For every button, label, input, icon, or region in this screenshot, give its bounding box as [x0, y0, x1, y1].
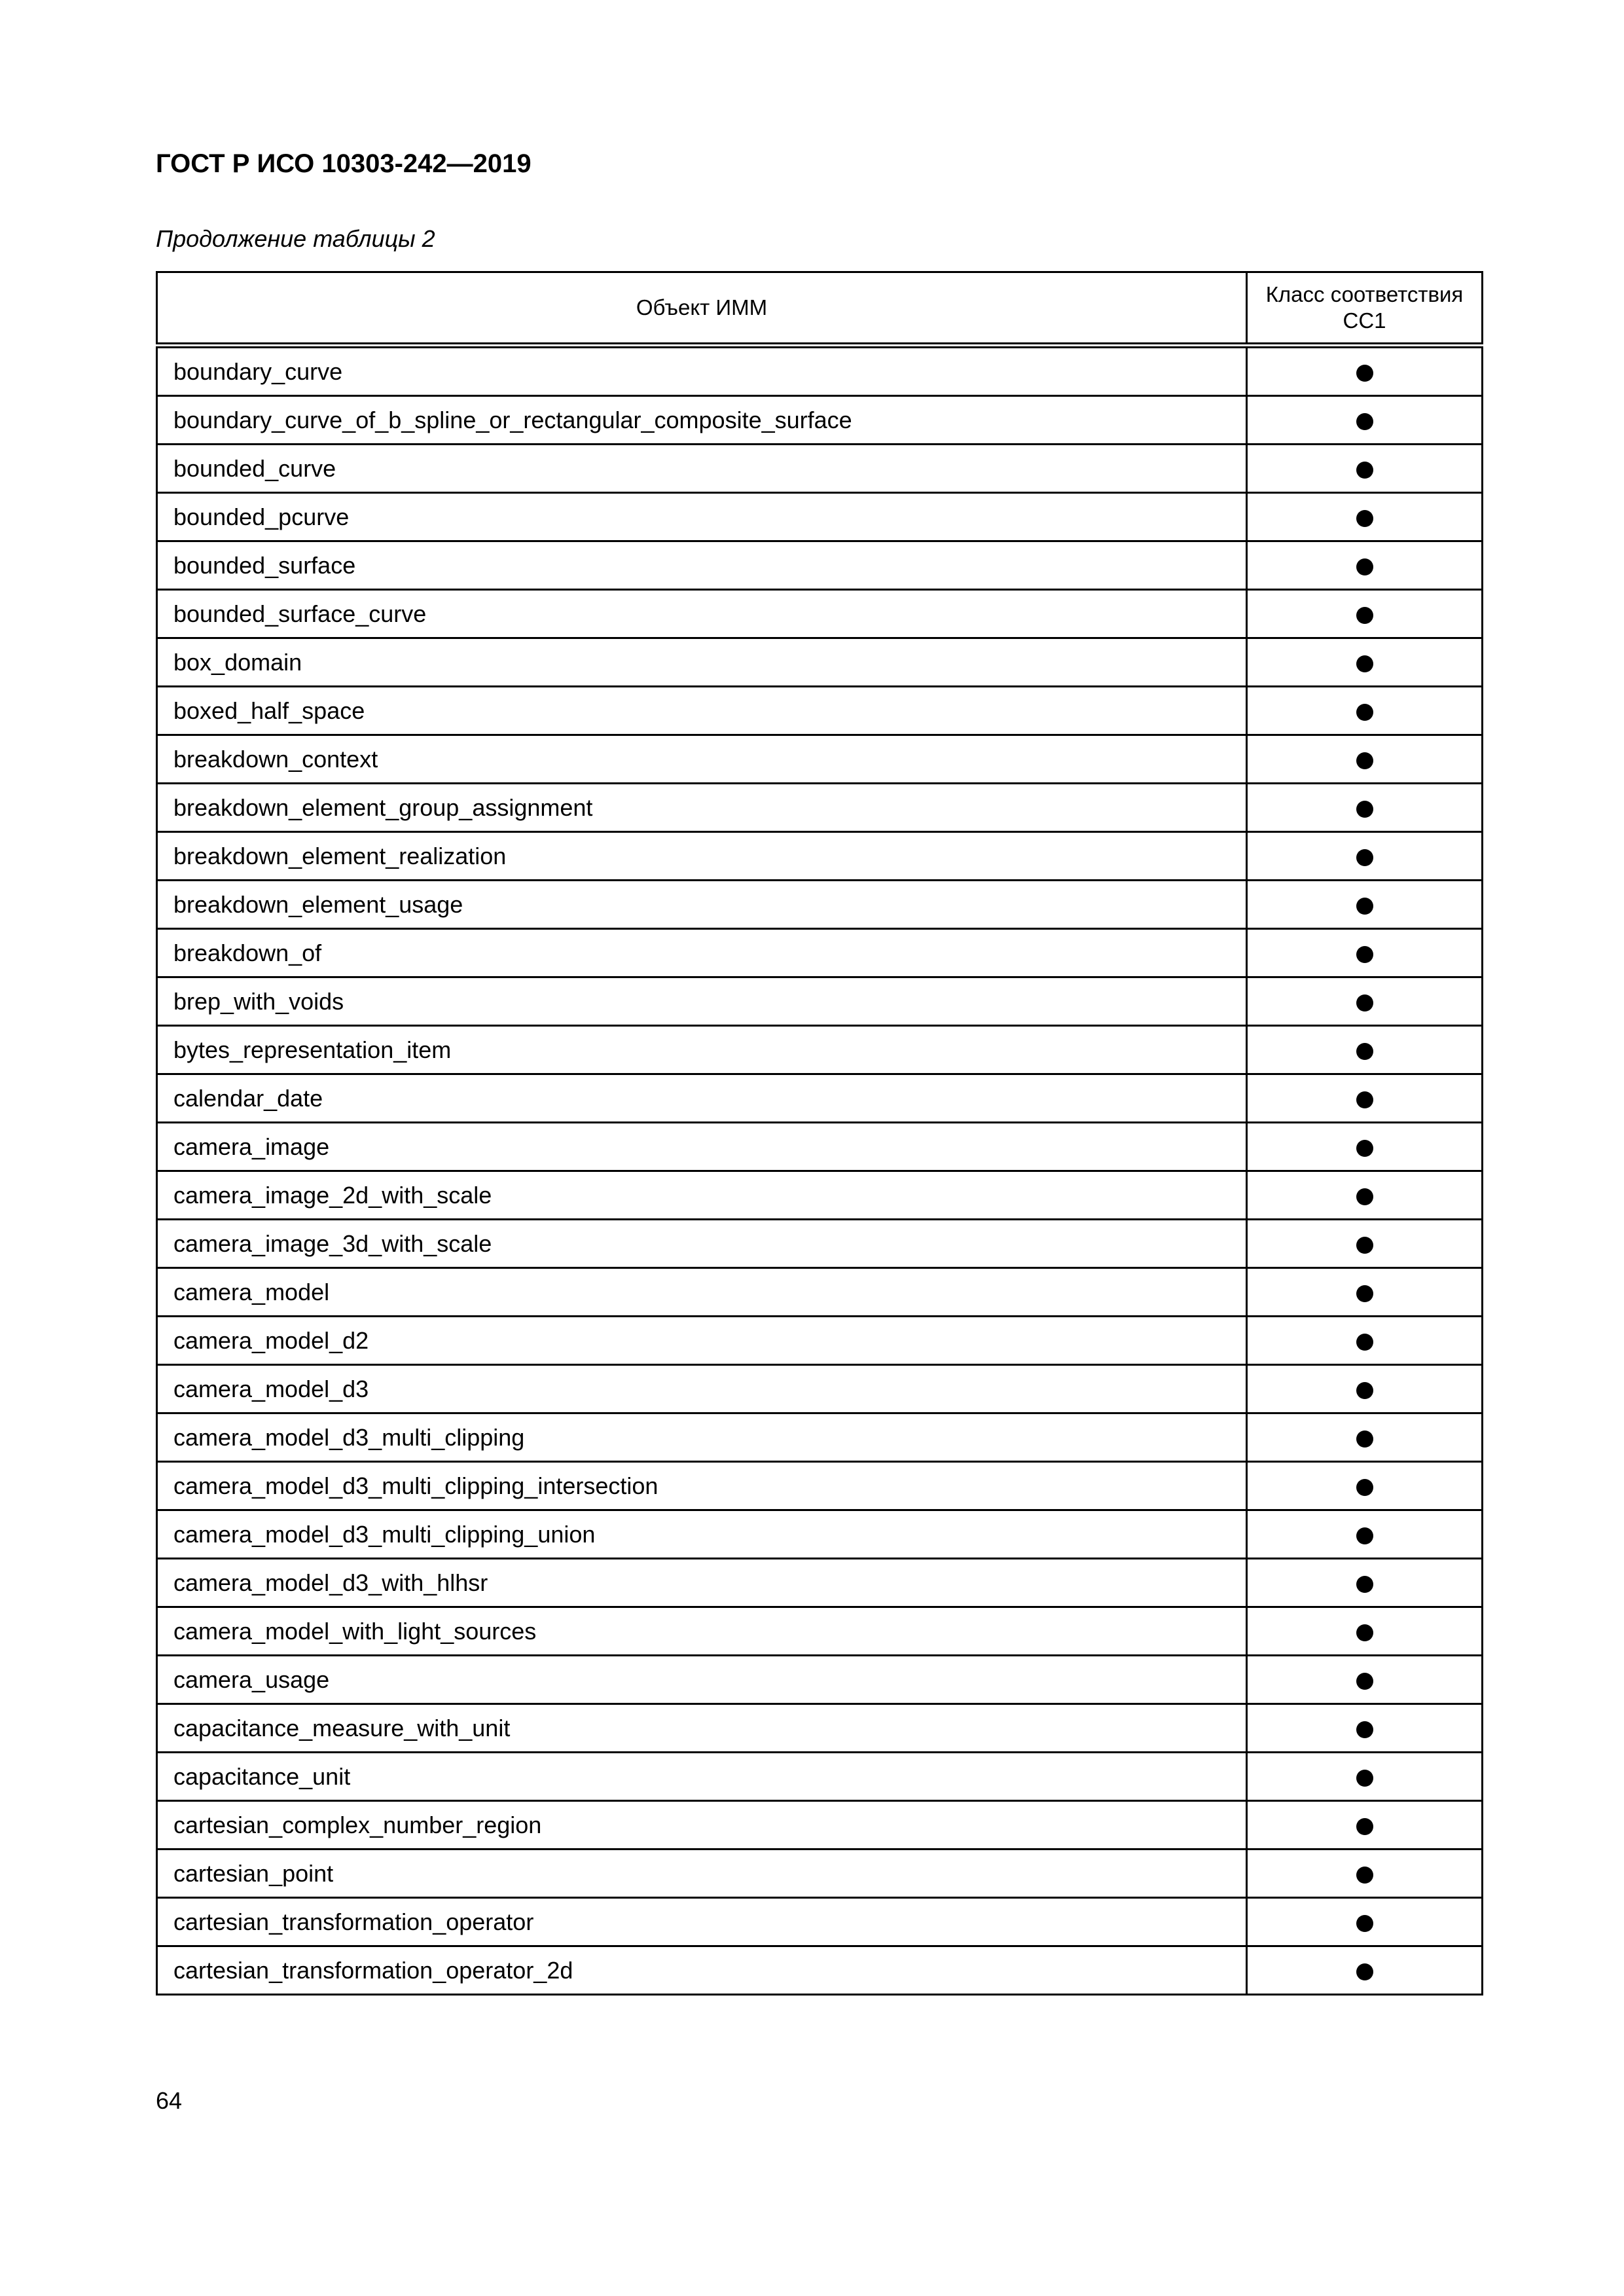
object-name-cell: cartesian_point [157, 1850, 1247, 1898]
cc1-cell [1247, 638, 1483, 687]
table-row [157, 1317, 1483, 1365]
cc1-cell [1247, 977, 1483, 1026]
object-name-cell: camera_usage [157, 1656, 1247, 1704]
table-row [157, 1753, 1483, 1801]
cc1-cell [1247, 687, 1483, 735]
filled-circle-icon [1356, 413, 1373, 430]
filled-circle-icon [1356, 946, 1373, 963]
filled-circle-icon [1356, 1382, 1373, 1399]
table-header-row [157, 272, 1483, 346]
object-name-cell: brep_with_voids [157, 977, 1247, 1026]
table-row [157, 1171, 1483, 1220]
object-name-cell: breakdown_element_realization [157, 832, 1247, 881]
filled-circle-icon [1356, 1770, 1373, 1787]
cc1-cell [1247, 1704, 1483, 1753]
table-row [157, 1850, 1483, 1898]
cc1-cell [1247, 735, 1483, 784]
table-row [157, 687, 1483, 735]
cc1-cell [1247, 1946, 1483, 1995]
table-row [157, 1898, 1483, 1946]
object-name-cell: cartesian_transformation_operator_2d [157, 1946, 1247, 1995]
table-row [157, 1220, 1483, 1268]
cc1-cell [1247, 784, 1483, 832]
table-row [157, 1413, 1483, 1462]
object-name-cell: bounded_pcurve [157, 493, 1247, 541]
filled-circle-icon [1356, 365, 1373, 382]
object-name-cell: camera_model_d3_with_hlhsr [157, 1559, 1247, 1607]
filled-circle-icon [1356, 849, 1373, 866]
cc1-cell [1247, 1365, 1483, 1413]
cc1-cell [1247, 832, 1483, 881]
table-row [157, 1123, 1483, 1171]
filled-circle-icon [1356, 1285, 1373, 1302]
table-row [157, 1510, 1483, 1559]
object-name-cell: boundary_curve_of_b_spline_or_rectangular_composite_surface [157, 396, 1247, 445]
filled-circle-icon [1356, 510, 1373, 527]
table-row [157, 541, 1483, 590]
table-body [157, 346, 1483, 1995]
filled-circle-icon [1356, 1091, 1373, 1108]
column-header-conformance [1247, 272, 1483, 346]
table-row [157, 881, 1483, 929]
table-row [157, 1946, 1483, 1995]
object-name-cell: calendar_date [157, 1074, 1247, 1123]
table-row [157, 977, 1483, 1026]
filled-circle-icon [1356, 801, 1373, 818]
filled-circle-icon [1356, 1721, 1373, 1738]
table-row [157, 1607, 1483, 1656]
filled-circle-icon [1356, 1043, 1373, 1060]
filled-circle-icon [1356, 1818, 1373, 1835]
table-row [157, 1656, 1483, 1704]
object-name-cell: camera_model_d2 [157, 1317, 1247, 1365]
cc1-cell [1247, 1462, 1483, 1510]
table-row [157, 784, 1483, 832]
cc1-cell [1247, 1850, 1483, 1898]
cc1-cell [1247, 1171, 1483, 1220]
table-row [157, 1365, 1483, 1413]
table-row [157, 396, 1483, 445]
object-name-cell: camera_model_with_light_sources [157, 1607, 1247, 1656]
filled-circle-icon [1356, 607, 1373, 624]
cc1-cell [1247, 590, 1483, 638]
cc1-cell [1247, 1801, 1483, 1850]
cc1-cell [1247, 445, 1483, 493]
filled-circle-icon [1356, 1140, 1373, 1157]
table-row [157, 1704, 1483, 1753]
object-name-cell: capacitance_measure_with_unit [157, 1704, 1247, 1753]
cc1-cell [1247, 396, 1483, 445]
filled-circle-icon [1356, 1527, 1373, 1544]
cc1-cell [1247, 1559, 1483, 1607]
cc1-cell [1247, 346, 1483, 396]
filled-circle-icon [1356, 1915, 1373, 1932]
object-name-cell: cartesian_complex_number_region [157, 1801, 1247, 1850]
object-name-cell: camera_model_d3_multi_clipping [157, 1413, 1247, 1462]
filled-circle-icon [1356, 994, 1373, 1011]
object-name-cell: bounded_curve [157, 445, 1247, 493]
filled-circle-icon [1356, 1867, 1373, 1884]
conformance-table [156, 271, 1483, 1995]
filled-circle-icon [1356, 704, 1373, 721]
cc1-cell [1247, 1510, 1483, 1559]
filled-circle-icon [1356, 752, 1373, 769]
filled-circle-icon [1356, 558, 1373, 575]
cc1-cell [1247, 1753, 1483, 1801]
table-caption: Продолжение таблицы 2 [156, 225, 435, 252]
table-row [157, 1559, 1483, 1607]
table-row [157, 1268, 1483, 1317]
filled-circle-icon [1356, 1430, 1373, 1448]
filled-circle-icon [1356, 655, 1373, 672]
filled-circle-icon [1356, 1334, 1373, 1351]
conformance-table-container [156, 271, 1481, 1995]
object-name-cell: boxed_half_space [157, 687, 1247, 735]
object-name-cell: box_domain [157, 638, 1247, 687]
table-header [157, 272, 1483, 346]
table-row [157, 735, 1483, 784]
table-row [157, 1026, 1483, 1074]
document-header: ГОСТ Р ИСО 10303-242—2019 [156, 149, 532, 178]
cc1-cell [1247, 881, 1483, 929]
object-name-cell: breakdown_context [157, 735, 1247, 784]
object-name-cell: camera_model_d3_multi_clipping_intersection [157, 1462, 1247, 1510]
object-name-cell: breakdown_of [157, 929, 1247, 977]
cc1-cell [1247, 1317, 1483, 1365]
column-header-object [157, 272, 1247, 346]
object-name-cell: bounded_surface_curve [157, 590, 1247, 638]
object-name-cell: camera_model [157, 1268, 1247, 1317]
object-name-cell: camera_image_3d_with_scale [157, 1220, 1247, 1268]
table-row [157, 832, 1483, 881]
filled-circle-icon [1356, 1237, 1373, 1254]
filled-circle-icon [1356, 1188, 1373, 1205]
table-row [157, 590, 1483, 638]
table-row [157, 346, 1483, 396]
object-name-cell: camera_image [157, 1123, 1247, 1171]
filled-circle-icon [1356, 1479, 1373, 1496]
object-name-cell: breakdown_element_usage [157, 881, 1247, 929]
object-name-cell: camera_model_d3_multi_clipping_union [157, 1510, 1247, 1559]
column-header-object-label: Объект ИММ [636, 295, 768, 319]
filled-circle-icon [1356, 898, 1373, 915]
cc1-cell [1247, 1268, 1483, 1317]
object-name-cell: boundary_curve [157, 346, 1247, 396]
filled-circle-icon [1356, 1576, 1373, 1593]
cc1-cell [1247, 493, 1483, 541]
object-name-cell: camera_model_d3 [157, 1365, 1247, 1413]
cc1-cell [1247, 1220, 1483, 1268]
page-number: 64 [156, 2087, 183, 2114]
table-row [157, 1801, 1483, 1850]
cc1-cell [1247, 1026, 1483, 1074]
filled-circle-icon [1356, 1624, 1373, 1641]
cc1-cell [1247, 1898, 1483, 1946]
object-name-cell: bounded_surface [157, 541, 1247, 590]
object-name-cell: breakdown_element_group_assignment [157, 784, 1247, 832]
table-row [157, 929, 1483, 977]
table-row [157, 1074, 1483, 1123]
cc1-cell [1247, 1607, 1483, 1656]
cc1-cell [1247, 1123, 1483, 1171]
filled-circle-icon [1356, 1673, 1373, 1690]
object-name-cell: camera_image_2d_with_scale [157, 1171, 1247, 1220]
object-name-cell: bytes_representation_item [157, 1026, 1247, 1074]
column-header-conformance-class: CC1 [1343, 308, 1386, 333]
table-row [157, 493, 1483, 541]
filled-circle-icon [1356, 1963, 1373, 1980]
table-row [157, 638, 1483, 687]
object-name-cell: capacitance_unit [157, 1753, 1247, 1801]
cc1-cell [1247, 1074, 1483, 1123]
column-header-conformance-label: Класс соответствия [1265, 282, 1464, 306]
filled-circle-icon [1356, 462, 1373, 479]
cc1-cell [1247, 541, 1483, 590]
cc1-cell [1247, 929, 1483, 977]
object-name-cell: cartesian_transformation_operator [157, 1898, 1247, 1946]
cc1-cell [1247, 1656, 1483, 1704]
table-row [157, 1462, 1483, 1510]
cc1-cell [1247, 1413, 1483, 1462]
table-row [157, 445, 1483, 493]
